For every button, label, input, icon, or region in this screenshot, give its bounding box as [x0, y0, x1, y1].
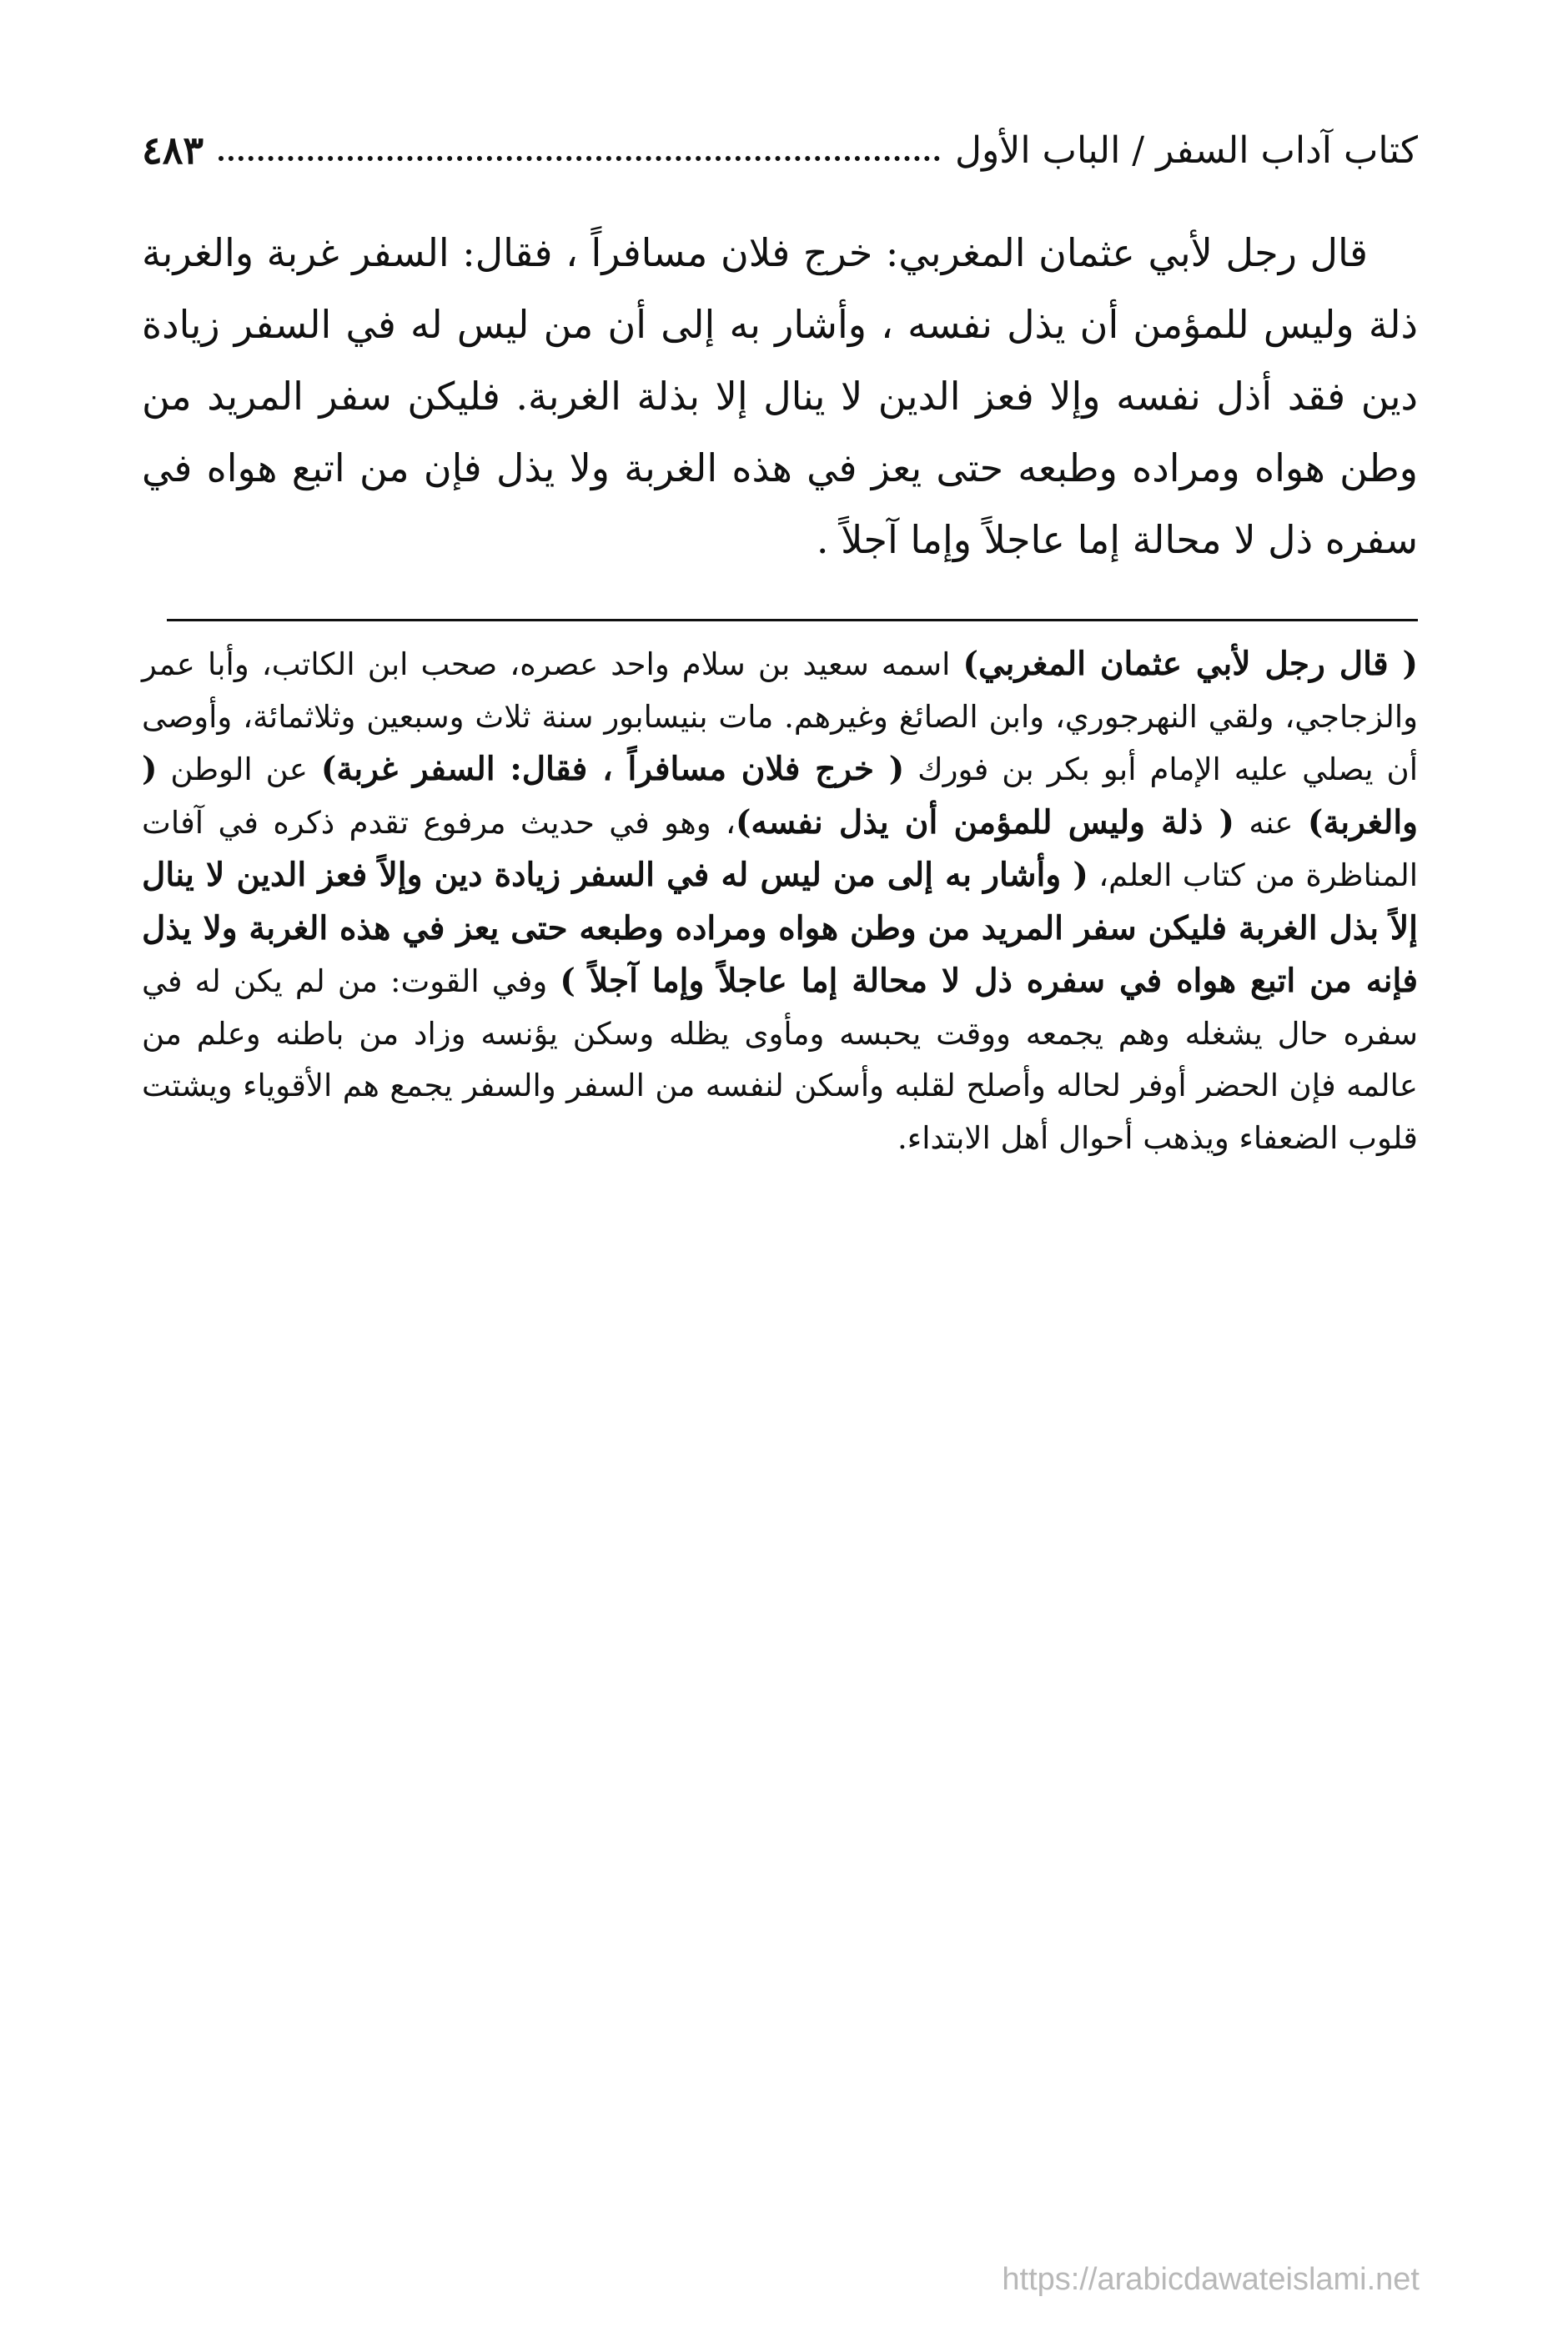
quoted-segment: ( ذلة وليس للمؤمن أن يذل نفسه)	[735, 802, 1235, 842]
header-dot-leader	[219, 156, 940, 161]
main-text	[142, 217, 1418, 575]
commentary-segment: عنه	[1234, 804, 1308, 841]
commentary-segment: ، وهو في حديث مرفوع تقدم ذكره في آفات المناظرة من كتاب العلم،	[142, 804, 1418, 893]
page-number: ٤٨٣	[142, 128, 204, 173]
running-header	[142, 117, 1418, 183]
commentary-segment: وفي القوت: من لم يكن له في سفره حال يشغله وهم يجمعه ووقت يحبسه ومأوى يظله وسكن يؤنسه وزاد من باطنه وعلم من عالمه فإن الحضر أوفر لحاله وأصلح لقلبه وأسكن لنفسه من السفر والسفر يجمع هم الأقوياء ويشتت قلوب الضعفاء ويذهب أحوال أهل الابتداء.	[142, 963, 1418, 1156]
commentary-segment: عن الوطن	[157, 751, 321, 787]
main-paragraph: قال رجل لأبي عثمان المغربي: خرج فلان مسافراً ، فقال: السفر غربة والغربة ذلة وليس للمؤمن أن يذل نفسه ، وأشار به إلى أن من ليس له في السفر زيادة دين فقد أذل نفسه وإلا فعز الدين لا ينال إلا بذلة الغربة. فليكن سفر المريد من وطن هواه ومراده وطبعه حتى يعز في هذه الغربة ولا يذل فإن من اتبع هواه في سفره ذل لا محالة إما عاجلاً وإما آجلاً .	[142, 230, 1418, 562]
quoted-segment: ( والغربة)	[142, 750, 1418, 842]
commentary-segment: اسمه سعيد بن سلام واحد عصره، صحب ابن الكاتب، وأبا عمر والزجاجي، ولقي النهرجوري، وابن الصائغ وغيرهم. مات بنيسابور سنة ثلاث وسبعين وثلاثمائة، وأوصى أن يصلي عليه الإمام أبو بكر بن فورك	[142, 646, 1418, 787]
footnote-separator	[167, 619, 1418, 621]
watermark-url: https://arabicdawateislami.net	[1002, 2262, 1420, 2297]
running-title: كتاب آداب السفر / الباب الأول	[955, 128, 1418, 172]
quoted-segment: ( خرج فلان مسافراً ، فقال: السفر غربة)	[320, 750, 905, 788]
quoted-segment: ( وأشار به إلى من ليس له في السفر زيادة دين وإلاً فعز الدين لا ينال إلاً بذل الغربة فليكن سفر المريد من وطن هواه ومراده وطبعه حتى يعز في هذه الغربة ولا يذل فإنه من اتبع هواه في سفره ذل لا محالة إما عاجلاً وإما آجلاً )	[142, 856, 1418, 1000]
quoted-segment: ( قال رجل لأبي عثمان المغربي)	[962, 645, 1418, 683]
commentary-text	[142, 638, 1418, 1164]
